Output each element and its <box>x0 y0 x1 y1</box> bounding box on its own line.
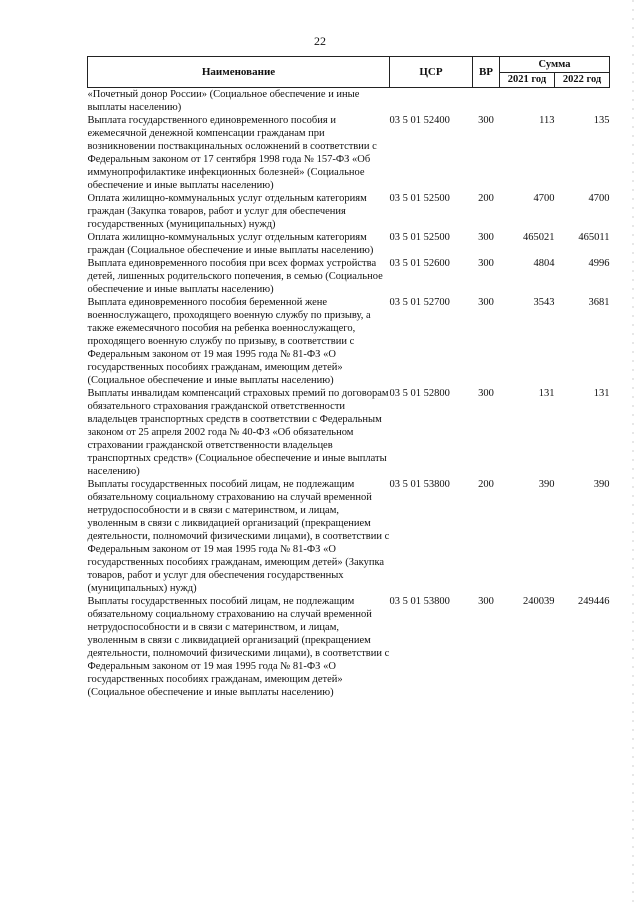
row-amount-2021: 465021 <box>523 232 555 243</box>
row-vr-code: 300 <box>478 115 494 126</box>
table-row <box>88 296 610 387</box>
row-amount-2021: 131 <box>538 388 555 399</box>
row-csr-code: 03 5 01 53800 <box>389 596 450 607</box>
row-amount-2022: 131 <box>593 388 610 399</box>
row-csr-code: 03 5 01 52400 <box>389 115 450 126</box>
table-row <box>88 88 610 115</box>
row-amount-2021 <box>500 88 555 115</box>
row-vr-code: 200 <box>478 193 494 204</box>
header-sum: Сумма <box>500 57 610 73</box>
table-row <box>88 387 610 478</box>
header-year-2022: 2022 год <box>555 72 610 88</box>
row-amount-2021: 4700 <box>533 193 555 204</box>
row-amount-2022: 465011 <box>578 232 610 243</box>
row-amount-2022: 249446 <box>578 596 610 607</box>
table-row <box>88 595 610 699</box>
page-number: 22 <box>314 34 326 48</box>
row-csr-code: 03 5 01 53800 <box>389 479 450 490</box>
row-csr-code: 03 5 01 52500 <box>389 232 450 243</box>
scan-edge-mark <box>632 0 634 905</box>
row-amount-2021: 3543 <box>533 297 555 308</box>
row-amount-2022: 4996 <box>588 258 610 269</box>
row-name: Оплата жилищно-коммунальных услуг отдельным категориям граждан (Социальное обеспечение и иные выплаты населению) <box>87 232 374 256</box>
table-row <box>88 231 610 257</box>
table-row <box>88 257 610 296</box>
row-vr-code <box>473 88 500 115</box>
row-name: Выплата государственного единовременного пособия и ежемесячной денежной компенсации гражданам при возникновении поствакцинальных осложнений в соответствии с Федеральным законом от 17 сентября 1998 года № 157-ФЗ «Об иммунопрофилактике инфекционных болезней» (Социальное обеспечение и иные выплаты населению) <box>87 115 377 191</box>
row-csr-code: 03 5 01 52700 <box>389 297 450 308</box>
row-amount-2021: 4804 <box>533 258 555 269</box>
table-body <box>88 88 610 700</box>
row-name: Выплата единовременного пособия беременной жене военнослужащего, проходящего военную службу по призыву, а также ежемесячного пособия на ребенка военнослужащего, проходящего военную службу по призыву, в соответствии с Федеральным законом от 19 мая 1995 года № 81-ФЗ «О государственных пособиях гражданам, имеющим детей» (Социальное обеспечение и иные выплаты населению) <box>87 297 371 386</box>
row-vr-code: 300 <box>478 232 494 243</box>
row-amount-2022: 390 <box>593 479 610 490</box>
header-year-2021: 2021 год <box>500 72 555 88</box>
row-name: Выплата единовременного пособия при всех формах устройства детей, лишенных родительского попечения, в семью (Социальное обеспечение и иные выплаты населению) <box>87 258 383 295</box>
header-name: Наименование <box>88 57 390 88</box>
row-amount-2022: 3681 <box>588 297 610 308</box>
header-csr: ЦСР <box>390 57 473 88</box>
row-csr-code: 03 5 01 52600 <box>389 258 450 269</box>
row-vr-code: 300 <box>478 297 494 308</box>
row-vr-code: 300 <box>478 596 494 607</box>
header-vr: ВР <box>473 57 500 88</box>
budget-table <box>87 56 610 699</box>
row-vr-code: 300 <box>478 258 494 269</box>
row-vr-code: 300 <box>478 388 494 399</box>
row-name: Оплата жилищно-коммунальных услуг отдельным категориям граждан (Закупка товаров, работ и услуг для обеспечения государственных (муниципальных) нужд) <box>87 193 367 230</box>
table-row <box>88 114 610 192</box>
row-name: Выплаты государственных пособий лицам, не подлежащим обязательному социальному страхованию на случай временной нетрудоспособности и в связи с материнством, и лицам, уволенным в связи с ликвидацией организаций (прекращением деятельности, полномочий физическими лицами), в соответствии с Федеральным законом от 19 мая 1995 года № 81-ФЗ «О государственных пособиях гражданам, имеющим детей» (Социальное обеспечение и иные выплаты населению) <box>87 596 390 698</box>
row-name: Выплаты государственных пособий лицам, не подлежащим обязательному социальному страхованию на случай временной нетрудоспособности и в связи с материнством, и лицам, уволенным в связи с ликвидацией организаций (прекращением деятельности, полномочий физическими лицами), в соответствии с Федеральным законом от 19 мая 1995 года № 81-ФЗ «О государственных пособиях гражданам, имеющим детей» (Закупка товаров, работ и услуг для обеспечения государственных (муниципальных) нужд) <box>87 479 390 594</box>
row-amount-2021: 240039 <box>523 596 555 607</box>
row-amount-2021: 390 <box>538 479 555 490</box>
row-amount-2021: 113 <box>539 115 555 126</box>
row-csr-code: 03 5 01 52800 <box>389 388 450 399</box>
row-name: «Почетный донор России» (Социальное обеспечение и иные выплаты населению) <box>87 89 360 113</box>
row-amount-2022: 135 <box>593 115 610 126</box>
row-amount-2022 <box>555 88 610 115</box>
table-header <box>88 57 610 88</box>
row-amount-2022: 4700 <box>588 193 610 204</box>
table-row <box>88 478 610 595</box>
row-name: Выплаты инвалидам компенсаций страховых премий по договорам обязательного страхования гражданской ответственности владельцев транспортных средств в соответствии с Федеральным законом от 25 апреля 2002 года № 40-ФЗ «Об обязательном страховании гражданской ответственности владельцев транспортных средств» (Социальное обеспечение и иные выплаты населению) <box>87 388 389 477</box>
row-csr-code <box>390 88 473 115</box>
table-row <box>88 192 610 231</box>
row-csr-code: 03 5 01 52500 <box>389 193 450 204</box>
row-vr-code: 200 <box>478 479 494 490</box>
